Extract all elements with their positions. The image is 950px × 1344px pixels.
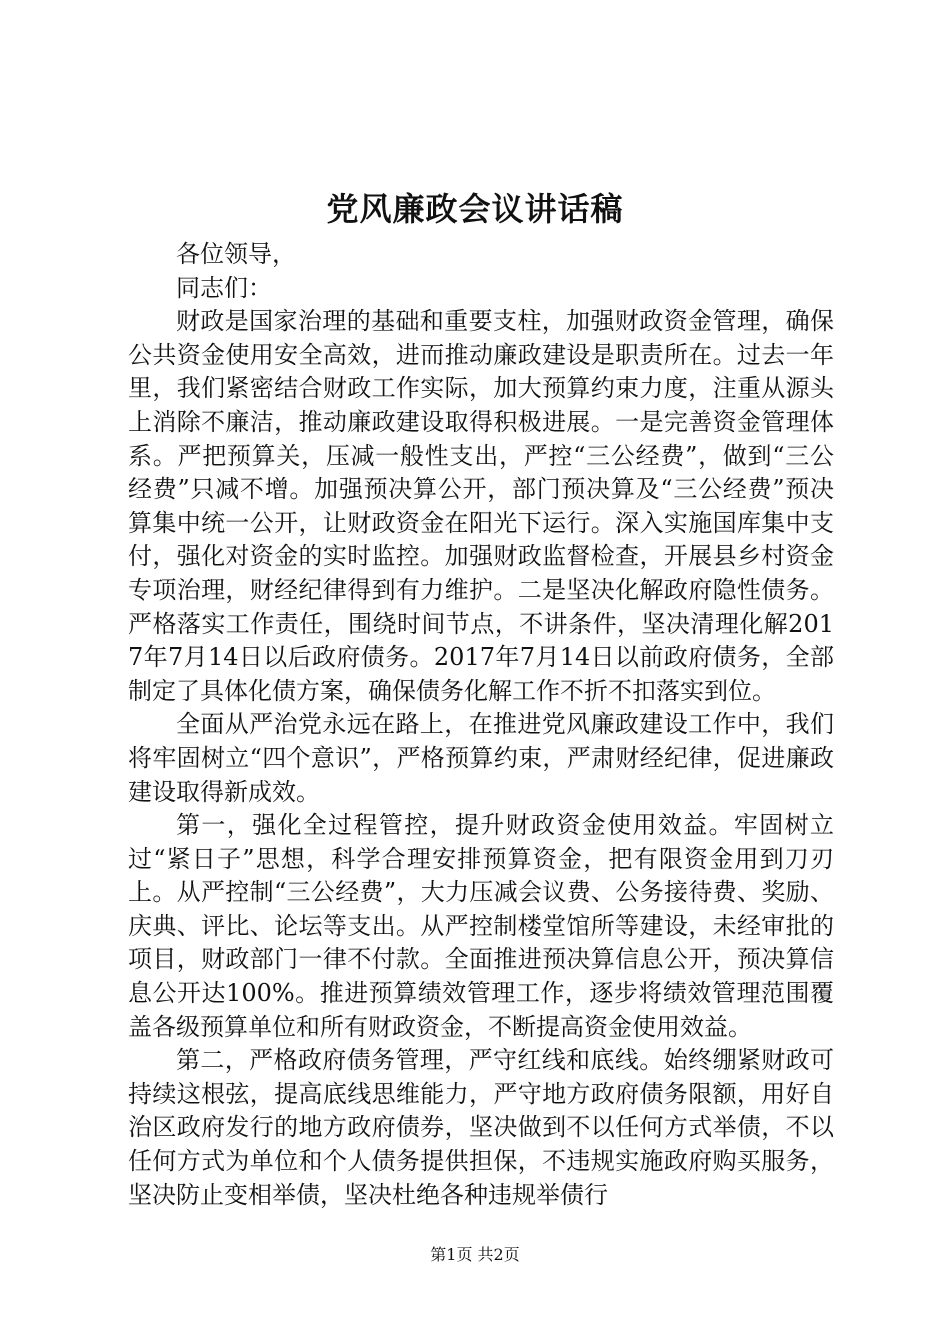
salutation-leaders: 各位领导， (176, 240, 296, 268)
page-number-footer: 第1页 共2页 (430, 1245, 520, 1264)
paragraph-first-point: 第一，强化全过程管控，提升财政资金使用效益。牢固树立过“紧日子”思想，科学合理安排预算资金，把有限资金用到刀刃上。从严控制“三公经费”，大力压减会议费、公务接待费、奖励、庆典、评比、论坛等支出。从严控制楼堂馆所等建设，未经审批的项目，财政部门一律不付款。全面推进预决算信息公开，预决算信息公开达100%。推进预算绩效管理工作，逐步将绩效管理范围覆盖各级预算单位和所有财政资金，不断提高资金使用效益。 (128, 811, 834, 1041)
document-body (128, 238, 834, 1212)
salutation-comrades: 同志们： (176, 273, 272, 302)
paragraph-intro: 财政是国家治理的基础和重要支柱，加强财政资金管理，确保公共资金使用安全高效，进而推动廉政建设是职责所在。过去一年里，我们紧密结合财政工作实际，加大预算约束力度，注重从源头上消除不廉洁，推动廉政建设取得积极进展。一是完善资金管理体系。严把预算关，压减一般性支出，严控“三公经费”，做到“三公经费”只减不增。加强预决算公开，部门预决算及“三公经费”预决算集中统一公开，让财政资金在阳光下运行。深入实施国库集中支付，强化对资金的实时监控。加强财政监督检查，开展县乡村资金专项治理，财经纪律得到有力维护。二是坚决化解政府隐性债务。严格落实工作责任，围绕时间节点，不讲条件，坚决清理化解2017年7月14日以后政府债务。2017年7月14日以前政府债务，全部制定了具体化债方案，确保债务化解工作不折不扣落实到位。 (128, 307, 834, 705)
paragraph-commitment: 全面从严治党永远在路上，在推进党风廉政建设工作中，我们将牢固树立“四个意识”，严格预算约束，严肃财经纪律，促进廉政建设取得新成效。 (128, 710, 834, 806)
document-title: 党风廉政会议讲话稿 (326, 190, 624, 228)
paragraph-second-point: 第二，严格政府债务管理，严守红线和底线。始终绷紧财政可持续这根弦，提高底线思维能力，严守地方政府债务限额，用好自治区政府发行的地方政府债券，坚决做到不以任何方式举债，不以任何方式为单位和个人债务提供担保，不违规实施政府购买服务，坚决防止变相举债，坚决杜绝各种违规举债行 (128, 1046, 834, 1209)
